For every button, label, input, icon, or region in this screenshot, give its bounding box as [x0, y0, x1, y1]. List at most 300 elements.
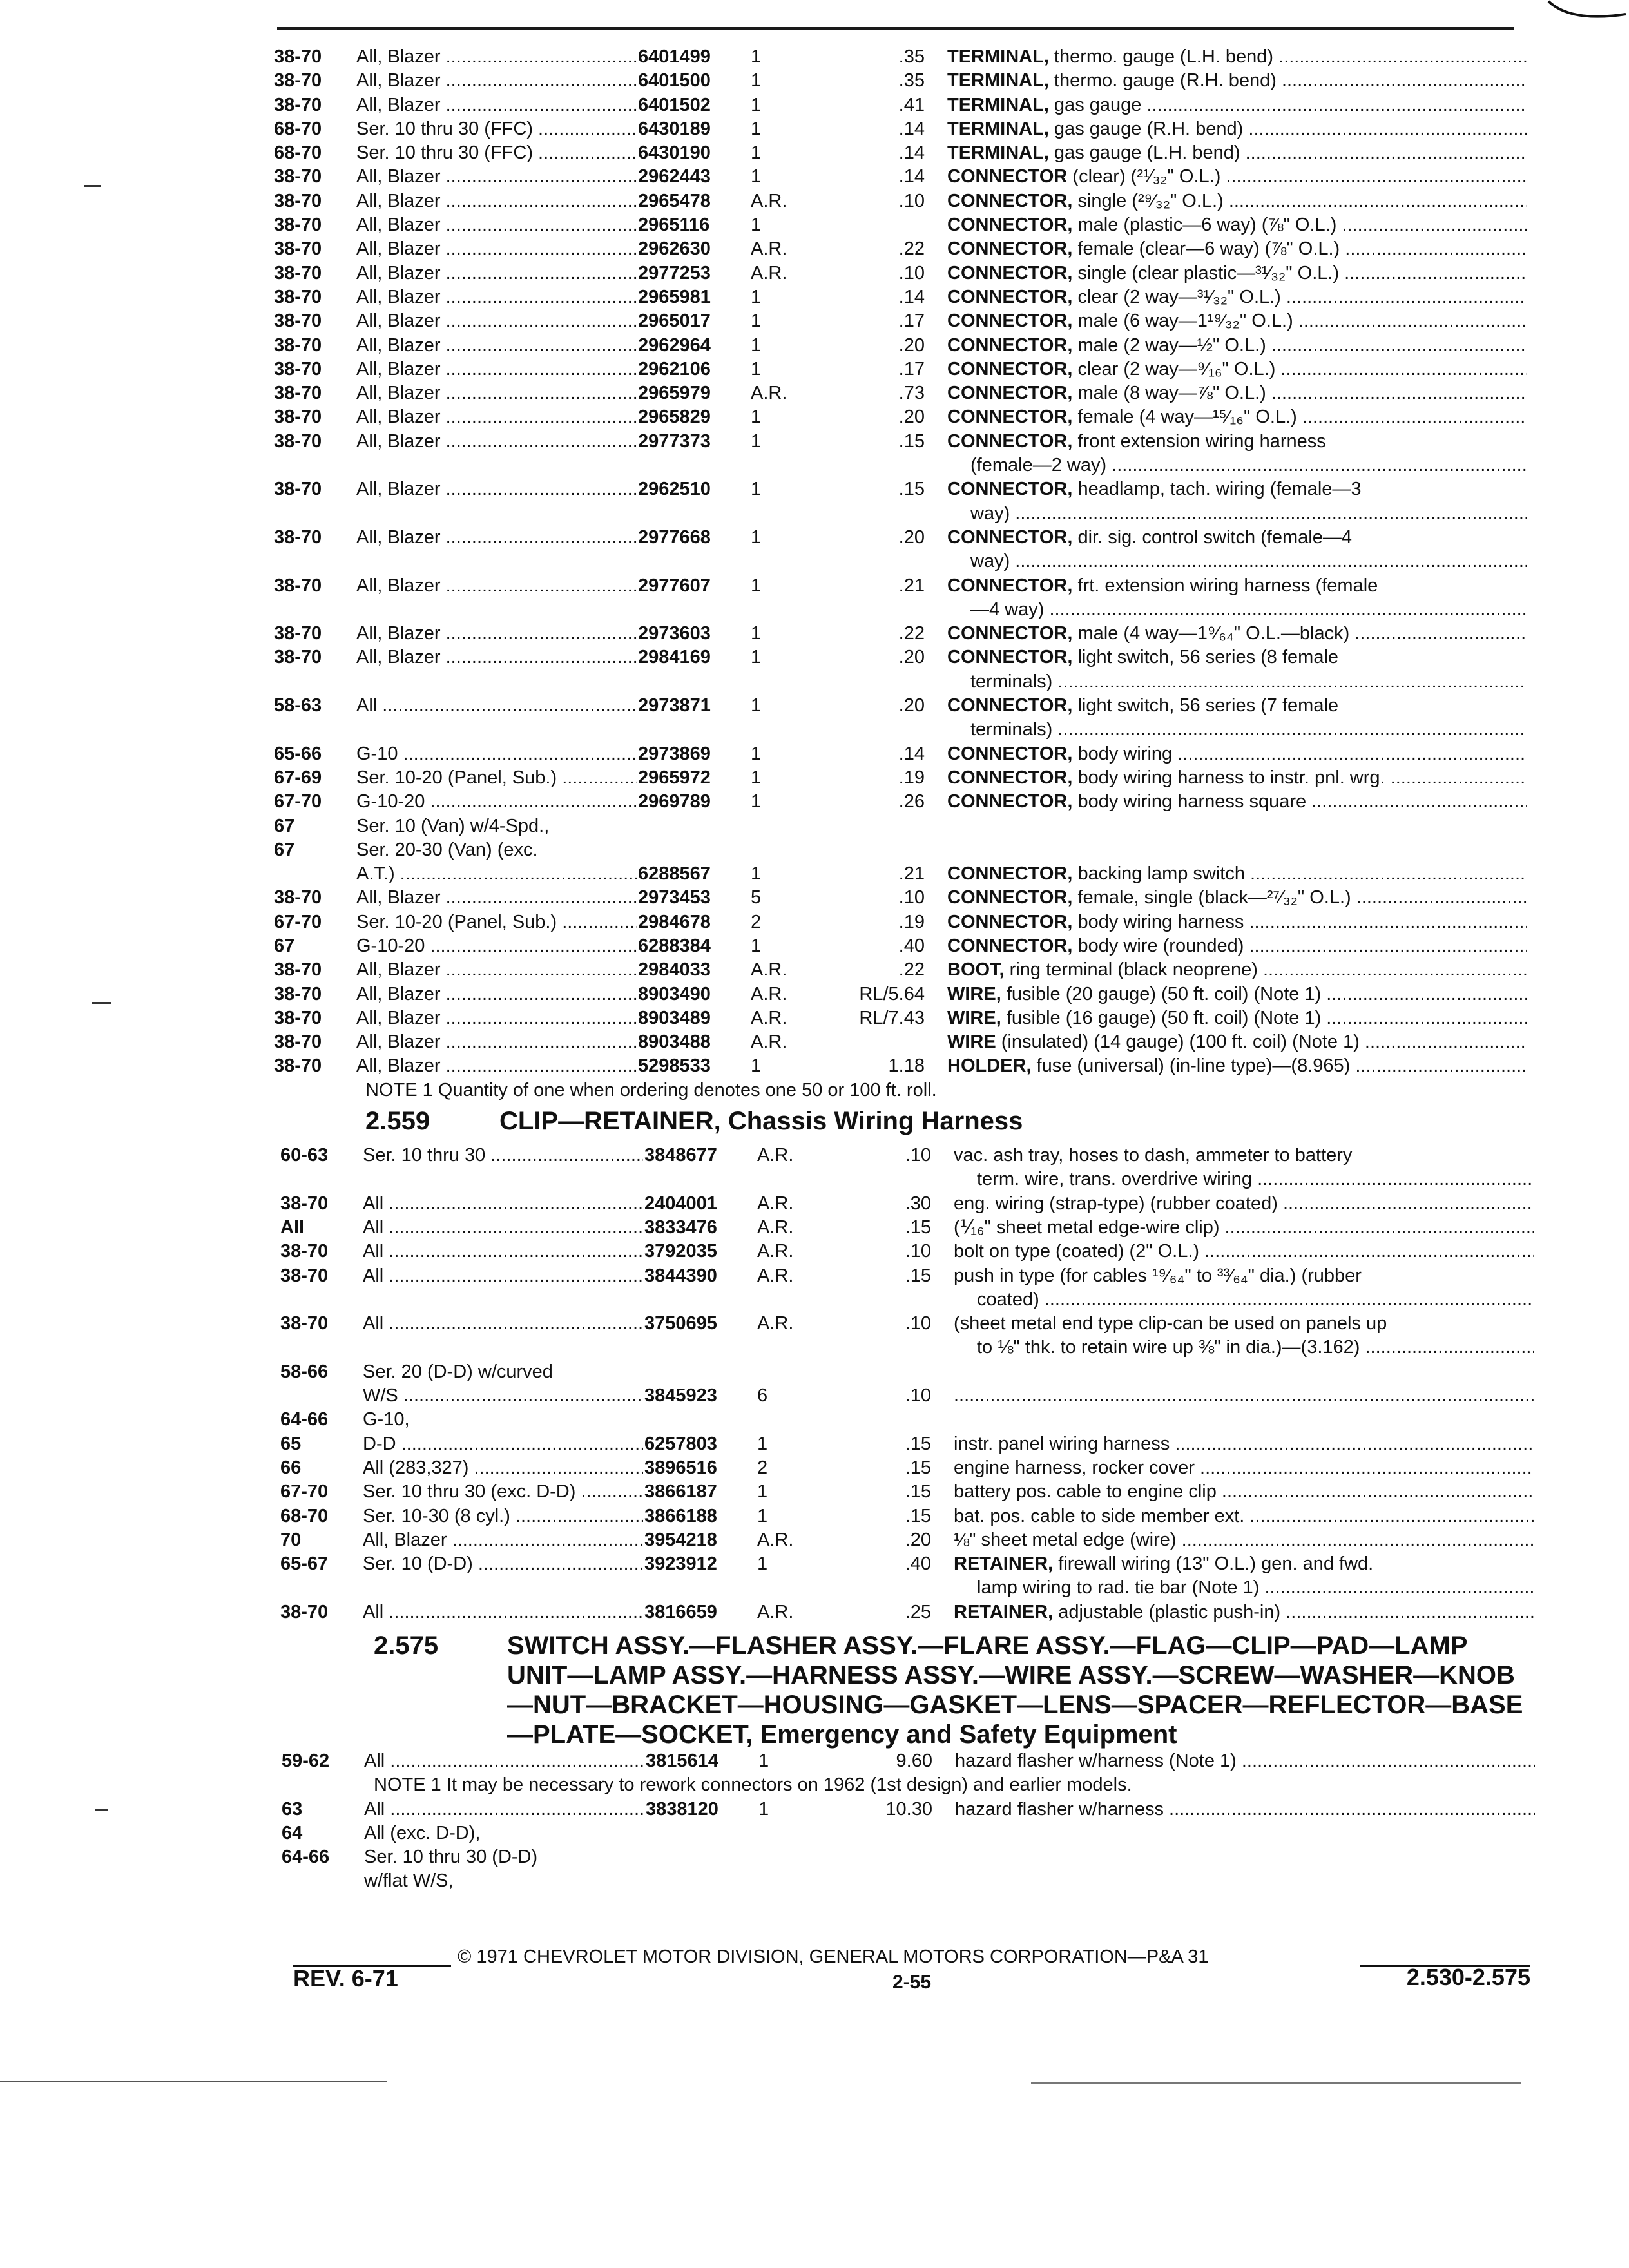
model-applicability: Ser. 10 (D-D) .....: [363, 1552, 643, 1576]
price: .20: [898, 407, 925, 428]
part-number: 2977253: [638, 262, 711, 284]
table-row: [274, 93, 1527, 117]
part-number: 3923912: [644, 1553, 717, 1575]
description: CONNECTOR, male (6 way—1¹⁹⁄₃₂" O.L.) .....: [947, 309, 1527, 333]
year-range: 67: [274, 815, 295, 836]
part-number: 3866188: [644, 1505, 717, 1526]
year-range: 38-70: [274, 526, 322, 548]
part-name: CONNECTOR,: [947, 215, 1073, 236]
year-range: 67-69: [274, 767, 322, 788]
table-row: [274, 430, 1527, 478]
price: .20: [898, 695, 925, 716]
table-row: [280, 1528, 1527, 1552]
quantity: 2: [751, 911, 762, 932]
part-name: CONNECTOR,: [947, 695, 1073, 716]
year-range: 38-70: [274, 1032, 322, 1053]
part-number: 6288384: [638, 935, 711, 956]
table-row: [280, 1408, 1527, 1432]
model-applicability: G-10-20 .....: [356, 790, 637, 814]
quantity: A.R.: [751, 1032, 787, 1053]
description: CONNECTOR, clear (2 way—³¹⁄₃₂" O.L.) .....: [947, 285, 1527, 309]
price: .14: [898, 743, 925, 764]
quantity: 6: [757, 1385, 768, 1407]
model-applicability: All .....: [363, 1312, 643, 1336]
part-name: TERMINAL,: [947, 46, 1049, 67]
quantity: A.R.: [751, 238, 787, 260]
quantity: 1: [751, 791, 762, 812]
year-range: 58-66: [280, 1361, 329, 1382]
description: hazard flasher w/harness (Note 1) .....: [955, 1749, 1535, 1773]
table-row: [274, 117, 1527, 141]
part-name: CONNECTOR,: [947, 887, 1073, 908]
model-applicability: All, Blazer .....: [356, 477, 637, 501]
model-applicability: A.T.) .....: [356, 862, 637, 886]
quantity: A.R.: [751, 959, 787, 981]
year-range: All: [280, 1216, 305, 1238]
model-applicability: All, Blazer .....: [356, 574, 637, 598]
year-range: 64-66: [282, 1847, 330, 1868]
part-number: 2973869: [638, 743, 711, 764]
part-name: CONNECTOR,: [947, 575, 1073, 596]
price: .15: [905, 1216, 931, 1238]
model-applicability: All, Blazer .....: [356, 309, 637, 333]
price: .20: [898, 647, 925, 668]
part-number: 8903489: [638, 1007, 711, 1028]
quantity: A.R.: [757, 1216, 794, 1238]
part-name: CONNECTOR,: [947, 623, 1073, 644]
model-applicability: All, Blazer .....: [356, 430, 637, 454]
quantity: 1: [751, 358, 762, 380]
model-applicability: Ser. 10 thru 30 (exc. D-D) .....: [363, 1480, 643, 1504]
description: (sheet metal end type clip-can be used on panels up to ⅛" thk. to retain wire up ⅜" in dia.)—(3.162) .....: [954, 1312, 1534, 1360]
description: TERMINAL, gas gauge .....: [947, 93, 1527, 117]
year-range: 38-70: [274, 959, 322, 981]
quantity: 2: [757, 1457, 768, 1478]
table-row: [274, 934, 1527, 958]
part-name: TERMINAL,: [947, 70, 1049, 91]
price: .17: [898, 311, 925, 332]
part-name: CONNECTOR,: [947, 911, 1073, 932]
description: CONNECTOR, male (plastic—6 way) (⅞" O.L.) .....: [947, 213, 1527, 237]
quantity: 1: [751, 623, 762, 644]
price: .15: [898, 430, 925, 452]
part-number: 8903488: [638, 1032, 711, 1053]
description: RETAINER, firewall wiring (13" O.L.) gen. and fwd. lamp wiring to rad. tie bar (Note 1) .....: [954, 1552, 1534, 1600]
model-applicability: All, Blazer .....: [356, 237, 637, 261]
year-range: 68-70: [274, 142, 322, 164]
model-applicability: All, Blazer .....: [356, 983, 637, 1006]
bottom-scan-line: [0, 2081, 387, 2082]
table-row: [282, 1821, 1527, 1845]
model-applicability: All, Blazer .....: [356, 886, 637, 910]
model-applicability: All, Blazer .....: [356, 93, 637, 117]
part-number: 2977668: [638, 526, 711, 548]
year-range: 38-70: [274, 983, 322, 1004]
table-row: [274, 213, 1527, 237]
year-range: 38-70: [274, 479, 322, 500]
model-applicability: All, Blazer .....: [356, 1054, 637, 1078]
part-name: BOOT,: [947, 959, 1005, 981]
price: .10: [905, 1241, 931, 1262]
part-number: 6288567: [638, 863, 711, 885]
description: instr. panel wiring harness .....: [954, 1432, 1534, 1456]
description: CONNECTOR, male (8 way—⅞" O.L.) .....: [947, 381, 1527, 405]
copyright-line: © 1971 CHEVROLET MOTOR DIVISION, GENERAL MOTORS CORPORATION—P&A 31: [458, 1946, 1209, 1967]
price: .15: [905, 1457, 931, 1478]
part-number: 6401500: [638, 70, 711, 91]
part-name: CONNECTOR,: [947, 743, 1073, 764]
table-row: [280, 1192, 1527, 1216]
part-name: CONNECTOR,: [947, 311, 1073, 332]
model-applicability: Ser. 10 (Van) w/4-Spd.,: [356, 815, 550, 836]
table-row: [274, 165, 1527, 189]
part-name: CONNECTOR,: [947, 190, 1073, 211]
price: .40: [898, 935, 925, 956]
year-range: 38-70: [274, 70, 322, 91]
year-range: 67: [274, 935, 295, 956]
description: CONNECTOR, body wiring harness .....: [947, 910, 1527, 934]
part-number: 3833476: [644, 1216, 717, 1238]
table-row: [274, 285, 1527, 309]
table-row: [274, 262, 1527, 285]
description: CONNECTOR, light switch, 56 series (7 female terminals) .....: [947, 694, 1527, 742]
part-name: CONNECTOR,: [947, 479, 1073, 500]
table-row: [274, 334, 1527, 358]
quantity: A.R.: [751, 983, 787, 1004]
model-applicability: All .....: [364, 1749, 644, 1773]
part-name: TERMINAL,: [947, 118, 1049, 139]
model-applicability: All, Blazer .....: [356, 381, 637, 405]
part-number: 3844390: [644, 1265, 717, 1286]
table-row: [274, 622, 1527, 646]
part-name: CONNECTOR,: [947, 526, 1073, 548]
description: vac. ash tray, hoses to dash, ammeter to battery term. wire, trans. overdrive wiring .....: [954, 1144, 1534, 1192]
quantity: A.R.: [751, 1007, 787, 1028]
year-range: 38-70: [274, 46, 322, 67]
part-number: 3845923: [644, 1385, 717, 1407]
quantity: A.R.: [757, 1601, 794, 1622]
part-name: RETAINER,: [954, 1601, 1054, 1622]
part-name: CONNECTOR,: [947, 647, 1073, 668]
year-range: 38-70: [274, 238, 322, 260]
description: TERMINAL, thermo. gauge (L.H. bend) .....: [947, 45, 1527, 69]
part-name: WIRE: [947, 1032, 996, 1053]
top-rule: [277, 27, 1514, 30]
part-number: 6257803: [644, 1433, 717, 1454]
part-name: CONNECTOR,: [947, 286, 1073, 307]
quantity: 1: [751, 70, 762, 91]
price: .10: [905, 1313, 931, 1334]
price: .25: [905, 1601, 931, 1622]
year-range: 38-70: [274, 358, 322, 380]
part-name: CONNECTOR,: [947, 407, 1073, 428]
year-range: 65-67: [280, 1553, 329, 1575]
quantity: 1: [751, 407, 762, 428]
year-range: 64: [282, 1822, 303, 1843]
model-applicability: All, Blazer .....: [356, 189, 637, 213]
description: (⅟₁₆" sheet metal edge-wire clip) .....: [954, 1216, 1534, 1240]
price: 1.18: [888, 1055, 925, 1077]
quantity: 1: [757, 1553, 768, 1575]
table-row: [274, 381, 1527, 405]
year-range: 38-70: [274, 1055, 322, 1077]
description: WIRE (insulated) (14 gauge) (100 ft. coil) (Note 1) .....: [947, 1030, 1527, 1054]
model-applicability: All, Blazer .....: [356, 262, 637, 285]
description: CONNECTOR, female, single (black—²⁷⁄₃₂" O.L.) .....: [947, 886, 1527, 910]
part-name: WIRE,: [947, 1007, 1001, 1028]
description: CONNECTOR, body wire (rounded) .....: [947, 934, 1527, 958]
bottom-scan-line: [1031, 2082, 1521, 2084]
table-row: [274, 742, 1527, 766]
description: CONNECTOR, male (4 way—1⁹⁄₆₄" O.L.—black) .....: [947, 622, 1527, 646]
price: .41: [898, 94, 925, 115]
part-name: CONNECTOR,: [947, 863, 1073, 885]
year-range: 58-63: [274, 695, 322, 716]
price: 10.30: [885, 1798, 932, 1820]
description: CONNECTOR, female (clear—6 way) (⅞" O.L.) .....: [947, 237, 1527, 261]
description: TERMINAL, gas gauge (L.H. bend) .....: [947, 141, 1527, 165]
price: .14: [898, 166, 925, 187]
part-number: 2965116: [638, 215, 710, 236]
table-row: [280, 1432, 1527, 1456]
page-number: 2-55: [892, 1972, 932, 1993]
model-applicability: Ser. 20-30 (Van) (exc.: [356, 839, 538, 860]
model-applicability: Ser. 10-30 (8 cyl.) .....: [363, 1504, 643, 1528]
price: .10: [898, 190, 925, 211]
table-row: [282, 1749, 1527, 1773]
price: RL/5.64: [859, 983, 925, 1004]
quantity: 1: [751, 1055, 762, 1077]
table-row: [274, 790, 1527, 814]
parts-table-2-575: [274, 1749, 1527, 1773]
part-number: 2962510: [638, 479, 711, 500]
section-title: SWITCH ASSY.—FLASHER ASSY.—FLARE ASSY.—FLAG—CLIP—PAD—LAMP UNIT—LAMP ASSY.—HARNESS ASSY.—WIRE ASSY.—SCREW—WASHER—KNOB—NUT—BRACKET—HOUSING—GASKET—LENS—SPACER—REFLECTOR—BASE—PLATE—SOCKET, Emergency and Safety Equipment: [507, 1631, 1523, 1749]
description: CONNECTOR, male (2 way—½" O.L.) .....: [947, 334, 1527, 358]
description: CONNECTOR, dir. sig. control switch (female—4 way) .....: [947, 526, 1527, 574]
year-range: 70: [280, 1529, 302, 1550]
table-row: [274, 1006, 1527, 1030]
table-row: [274, 574, 1527, 622]
price: .14: [898, 118, 925, 139]
price: .73: [898, 383, 925, 404]
price: .10: [898, 887, 925, 908]
year-range: 68-70: [280, 1505, 329, 1526]
model-applicability: All, Blazer .....: [363, 1528, 643, 1552]
model-applicability: All .....: [363, 1600, 643, 1624]
description: CONNECTOR (clear) (²¹⁄₃₂" O.L.) .....: [947, 165, 1527, 189]
part-name: CONNECTOR,: [947, 791, 1073, 812]
part-number: 2977373: [638, 430, 711, 452]
year-range: 65-66: [274, 743, 322, 764]
quantity: 1: [751, 526, 762, 548]
quantity: 1: [751, 311, 762, 332]
model-applicability: G-10,: [363, 1409, 410, 1430]
quantity: 1: [751, 479, 762, 500]
part-name: CONNECTOR,: [947, 262, 1073, 284]
model-applicability: All, Blazer .....: [356, 45, 637, 69]
year-range: 38-70: [274, 190, 322, 211]
part-number: 3866187: [644, 1481, 717, 1503]
part-number: 3848677: [644, 1145, 717, 1166]
table-row: [280, 1240, 1527, 1264]
description: CONNECTOR, single (²⁹⁄₃₂" O.L.) .....: [947, 189, 1527, 213]
part-number: 3815614: [646, 1751, 718, 1771]
page-footer: [293, 1946, 1530, 1997]
year-range: 38-70: [280, 1241, 329, 1262]
parts-table-2-559: [274, 1144, 1527, 1624]
year-range: 38-70: [274, 575, 322, 596]
model-applicability: All .....: [363, 1216, 643, 1240]
table-row: [274, 838, 1527, 862]
table-row: [282, 1869, 1527, 1893]
margin-mark: [84, 185, 101, 187]
model-applicability: All .....: [356, 694, 637, 718]
table-row: [280, 1480, 1527, 1504]
table-row: [274, 309, 1527, 333]
year-range: 65: [280, 1433, 302, 1454]
price: .17: [898, 358, 925, 380]
quantity: 1: [751, 695, 762, 716]
part-number: 2962630: [638, 238, 711, 260]
quantity: 1: [751, 166, 762, 187]
price: .21: [898, 575, 925, 596]
price: .15: [898, 479, 925, 500]
part-number: 2962964: [638, 334, 711, 356]
year-range: 38-70: [274, 94, 322, 115]
price: .15: [905, 1265, 931, 1286]
table-row: [280, 1216, 1527, 1240]
table-row: [274, 983, 1527, 1006]
price: .19: [898, 911, 925, 932]
price: .15: [905, 1505, 931, 1526]
year-range: 38-70: [280, 1313, 329, 1334]
table-row: [280, 1144, 1527, 1192]
quantity: 5: [751, 887, 762, 908]
description: CONNECTOR, front extension wiring harness (female—2 way) .....: [947, 430, 1527, 478]
part-name: WIRE,: [947, 983, 1001, 1004]
quantity: A.R.: [757, 1529, 794, 1550]
year-range: 38-70: [274, 430, 322, 452]
parts-catalog-page: [274, 45, 1527, 1894]
quantity: 1: [751, 334, 762, 356]
model-applicability: Ser. 20 (D-D) w/curved: [363, 1361, 553, 1382]
price: .20: [905, 1529, 931, 1550]
quantity: 1: [751, 647, 762, 668]
part-number: 2962106: [638, 358, 711, 380]
year-range: 60-63: [280, 1145, 329, 1166]
year-range: 63: [282, 1798, 303, 1820]
quantity: A.R.: [757, 1241, 794, 1262]
description: CONNECTOR, single (clear plastic—³¹⁄₃₂" O.L.) .....: [947, 262, 1527, 285]
price: .21: [898, 863, 925, 885]
description: CONNECTOR, female (4 way—¹⁵⁄₁₆" O.L.) .....: [947, 405, 1527, 429]
table-row: [280, 1264, 1527, 1312]
table-row: [282, 1798, 1527, 1821]
price: .22: [898, 959, 925, 981]
part-name: TERMINAL,: [947, 142, 1049, 164]
description: CONNECTOR, body wiring harness to instr. pnl. wrg. .....: [947, 766, 1527, 790]
year-range: 38-70: [274, 623, 322, 644]
description: eng. wiring (strap-type) (rubber coated) .....: [954, 1192, 1534, 1216]
section-number: 2.575: [374, 1631, 439, 1660]
quantity: 1: [757, 1433, 768, 1454]
price: .20: [898, 334, 925, 356]
part-number: 2984169: [638, 647, 711, 668]
model-applicability: All, Blazer .....: [356, 526, 637, 550]
model-applicability: All, Blazer .....: [356, 213, 637, 237]
quantity: 1: [751, 430, 762, 452]
part-name: CONNECTOR,: [947, 358, 1073, 380]
price: .15: [905, 1433, 931, 1454]
year-range: 38-70: [280, 1265, 329, 1286]
model-applicability: All, Blazer .....: [356, 285, 637, 309]
quantity: 1: [751, 863, 762, 885]
model-applicability: All, Blazer .....: [356, 405, 637, 429]
section-number: 2.559: [365, 1107, 430, 1136]
year-range: 38-70: [274, 166, 322, 187]
price: .14: [898, 142, 925, 164]
quantity: 1: [751, 142, 762, 164]
model-applicability: W/S .....: [363, 1384, 643, 1408]
price: .35: [898, 70, 925, 91]
parts-table-2-530: [274, 45, 1527, 1079]
year-range: 68-70: [274, 118, 322, 139]
description: CONNECTOR, light switch, 56 series (8 female terminals) .....: [947, 646, 1527, 694]
model-applicability: All, Blazer .....: [356, 334, 637, 358]
part-number: 6430190: [638, 142, 711, 164]
year-range: 67-70: [274, 791, 322, 812]
model-applicability: All, Blazer .....: [356, 1006, 637, 1030]
part-name: HOLDER,: [947, 1055, 1032, 1077]
year-range: 67-70: [274, 911, 322, 932]
table-row: [274, 1054, 1527, 1078]
description: bolt on type (coated) (2" O.L.) .....: [954, 1240, 1534, 1264]
price: .35: [898, 46, 925, 67]
note-1: NOTE 1 Quantity of one when ordering denotes one 50 or 100 ft. roll.: [365, 1079, 937, 1100]
part-name: RETAINER,: [954, 1553, 1054, 1575]
year-range: 38-70: [274, 215, 322, 236]
page-curl-mark: [1545, 0, 1629, 26]
part-name: CONNECTOR: [947, 166, 1068, 187]
model-applicability: All, Blazer .....: [356, 622, 637, 646]
part-name: CONNECTOR,: [947, 334, 1073, 356]
model-applicability: All, Blazer .....: [356, 1030, 637, 1054]
model-applicability: All, Blazer .....: [356, 958, 637, 982]
price: .22: [898, 623, 925, 644]
part-number: 6401499: [638, 46, 711, 67]
quantity: 1: [751, 935, 762, 956]
table-row: [280, 1360, 1527, 1384]
quantity: 1: [758, 1751, 769, 1771]
section-heading-2-575: [274, 1631, 1527, 1749]
part-number: 2973603: [638, 623, 711, 644]
quantity: 1: [751, 118, 762, 139]
part-number: 2977607: [638, 575, 711, 596]
model-applicability: D-D .....: [363, 1432, 643, 1456]
price: 9.60: [896, 1751, 932, 1771]
price: .15: [905, 1481, 931, 1503]
table-row: [274, 237, 1527, 261]
description: CONNECTOR, frt. extension wiring harness (female —4 way) .....: [947, 574, 1527, 622]
description: CONNECTOR, clear (2 way—⁹⁄₁₆" O.L.) .....: [947, 358, 1527, 381]
price: .19: [898, 767, 925, 788]
model-applicability: All .....: [363, 1264, 643, 1288]
description: [954, 1384, 1534, 1408]
model-applicability: All (283,327) .....: [363, 1456, 643, 1480]
year-range: 38-70: [274, 262, 322, 284]
model-applicability: All, Blazer .....: [356, 646, 637, 669]
table-row: [274, 910, 1527, 934]
